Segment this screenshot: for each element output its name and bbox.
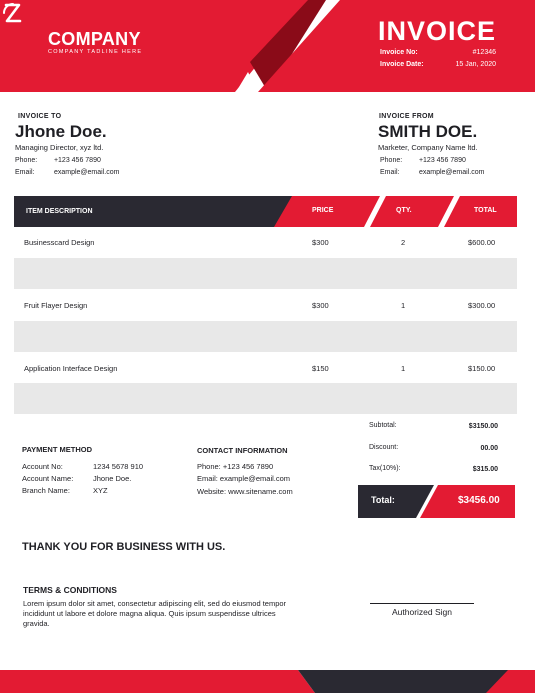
invoice-number: #12346 [472, 49, 496, 56]
invoice-to-email-row [15, 169, 119, 176]
header-band [0, 0, 535, 92]
tax-label: Tax(10%): [369, 465, 401, 472]
table-row-spacer [14, 258, 517, 289]
invoice-to-name: Jhone Doe. [15, 122, 107, 141]
invoice-from-name: SMITH DOE. [378, 122, 478, 141]
invoice-date-label: Invoice Date: [380, 61, 424, 68]
invoice-from-phone-row [380, 157, 466, 164]
discount-label: Discount: [369, 444, 399, 451]
invoice-from-phone-label: Phone: [380, 157, 403, 164]
branch-name: XYZ [93, 486, 108, 495]
contact-email: Email: example@email.com [197, 474, 291, 483]
header-total: TOTAL [474, 207, 497, 214]
invoice-to-email: example@email.com [53, 169, 120, 176]
table-row [14, 353, 517, 384]
branch-name-label: Branch Name: [22, 486, 70, 495]
table-row [14, 290, 517, 321]
item-qty: 1 [401, 364, 406, 373]
account-name-label: Account Name: [22, 474, 74, 483]
payment-method-title: PAYMENT METHOD [22, 445, 93, 454]
invoice-from-email-label: Email: [380, 169, 400, 176]
company-tagline: COMPANY TADLINE HERE [48, 49, 143, 55]
account-number-label: Account No: [22, 462, 63, 471]
item-description: Fruit Flayer Design [24, 301, 88, 310]
invoice-date-row [380, 61, 496, 68]
invoice-title: INVOICE [378, 16, 497, 46]
invoice-to-email-label: Email: [15, 169, 35, 176]
invoice-from-email-row [380, 169, 484, 176]
signature-line [370, 603, 474, 604]
item-qty: 1 [401, 301, 406, 310]
invoice-to-phone: +123 456 7890 [53, 157, 101, 164]
terms-text: Lorem ipsum dolor sit amet, consectetur adipiscing elit, sed do eiusmod tempor incididunt ut labore et dolore magna aliqua. Quis ipsum suspendisse ultrices gravida. [23, 599, 287, 628]
account-number-row [22, 462, 143, 471]
contact-phone: Phone: +123 456 7890 [197, 462, 274, 471]
invoice-to-role: Managing Director, xyz ltd. [15, 143, 104, 152]
thank-you-message: THANK YOU FOR BUSINESS WITH US. [22, 541, 226, 553]
account-number: 1234 5678 910 [93, 462, 144, 471]
item-qty: 2 [401, 238, 406, 247]
invoice-number-row [380, 49, 496, 56]
invoice-from-label: INVOICE FROM [379, 113, 434, 120]
item-price: $300 [312, 238, 329, 247]
account-name: Jhone Doe. [93, 474, 132, 483]
contact-information-title: CONTACT INFORMATION [197, 446, 288, 455]
item-total: $150.00 [468, 364, 496, 373]
invoice-from-role: Marketer, Company Name ltd. [378, 143, 478, 152]
total-label: Total: [371, 495, 395, 505]
invoice-date: 15 Jan, 2020 [455, 61, 496, 68]
header-qty: QTY. [396, 207, 412, 214]
table-row-spacer [14, 321, 517, 352]
item-description: Application Interface Design [24, 364, 118, 373]
invoice-to-label: INVOICE TO [18, 113, 62, 120]
branch-name-row [22, 486, 108, 495]
table-row [14, 227, 517, 258]
item-price: $150 [312, 364, 329, 373]
terms-title: TERMS & CONDITIONS [23, 585, 117, 595]
invoice-to-phone-row [15, 157, 101, 164]
total-value: $3456.00 [458, 495, 500, 506]
discount-value: 00.00 [480, 445, 498, 452]
account-name-row [22, 474, 131, 483]
invoice-from-phone: +123 456 7890 [418, 157, 466, 164]
subtotal-value: $3150.00 [468, 423, 498, 430]
table-row-spacer [14, 383, 517, 414]
header-item-description: ITEM DESCRIPTION [26, 208, 93, 215]
item-description: Businesscard Design [24, 238, 95, 247]
invoice-number-label: Invoice No: [380, 49, 418, 56]
footer-band [0, 670, 535, 693]
item-total: $300.00 [468, 301, 496, 310]
item-total: $600.00 [468, 238, 496, 247]
subtotal-label: Subtotal: [369, 422, 397, 429]
company-name: COMPANY [48, 29, 141, 49]
z-logo-icon [0, 0, 26, 26]
invoice-to-phone-label: Phone: [15, 157, 38, 164]
header-price: PRICE [312, 207, 334, 214]
signature-label: Authorized Sign [391, 607, 452, 617]
tax-value: $315.00 [472, 466, 498, 473]
contact-website: Website: www.sitename.com [197, 487, 293, 496]
invoice-from-email: example@email.com [418, 169, 485, 176]
item-price: $300 [312, 301, 329, 310]
